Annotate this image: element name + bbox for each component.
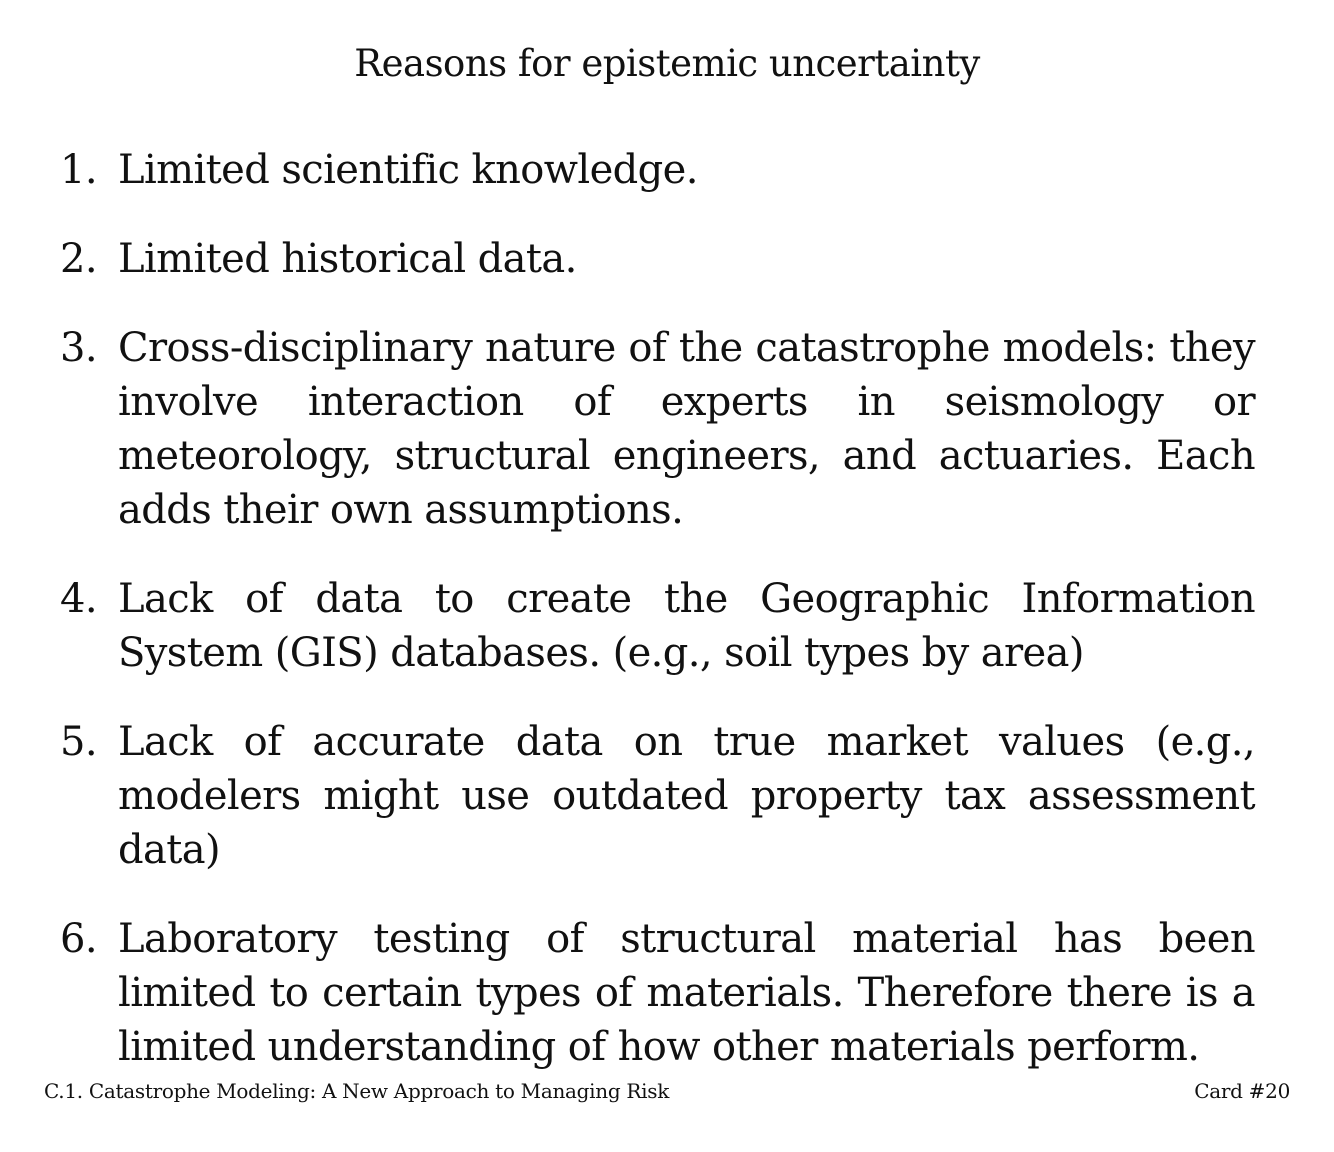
item-number: 5. bbox=[60, 719, 97, 765]
item-number: 1. bbox=[60, 147, 97, 193]
item-number: 6. bbox=[60, 916, 97, 962]
list-item bbox=[60, 715, 1255, 877]
footer-source: C.1. Catastrophe Modeling: A New Approach to Managing Risk bbox=[44, 1079, 670, 1103]
list-item bbox=[60, 572, 1255, 680]
item-text: Laboratory testing of structural material has been limited to certain types of materials. Therefore there is a limited understanding of how other materials perform. bbox=[118, 916, 1255, 1070]
list-item bbox=[60, 143, 1255, 197]
item-text: Lack of data to create the Geographic Information System (GIS) databases. (e.g., soil types by area) bbox=[118, 576, 1255, 676]
item-text: Lack of accurate data on true market values (e.g., modelers might use outdated property tax assessment data) bbox=[118, 719, 1255, 873]
list-item bbox=[60, 232, 1255, 286]
item-number: 2. bbox=[60, 236, 97, 282]
card-title: Reasons for epistemic uncertainty bbox=[354, 42, 980, 85]
item-text: Cross-disciplinary nature of the catastrophe models: they involve interaction of experts in seismology or meteorology, structural engineers, and actuaries. Each adds their own assumptions. bbox=[118, 325, 1255, 533]
footer-card-number: Card #20 bbox=[1194, 1079, 1290, 1103]
item-text: Limited historical data. bbox=[118, 236, 577, 282]
item-number: 3. bbox=[60, 325, 97, 371]
item-number: 4. bbox=[60, 576, 97, 622]
list-item bbox=[60, 321, 1255, 537]
item-text: Limited scientific knowledge. bbox=[118, 147, 698, 193]
list-item bbox=[60, 912, 1255, 1074]
reasons-list bbox=[60, 143, 1255, 1109]
